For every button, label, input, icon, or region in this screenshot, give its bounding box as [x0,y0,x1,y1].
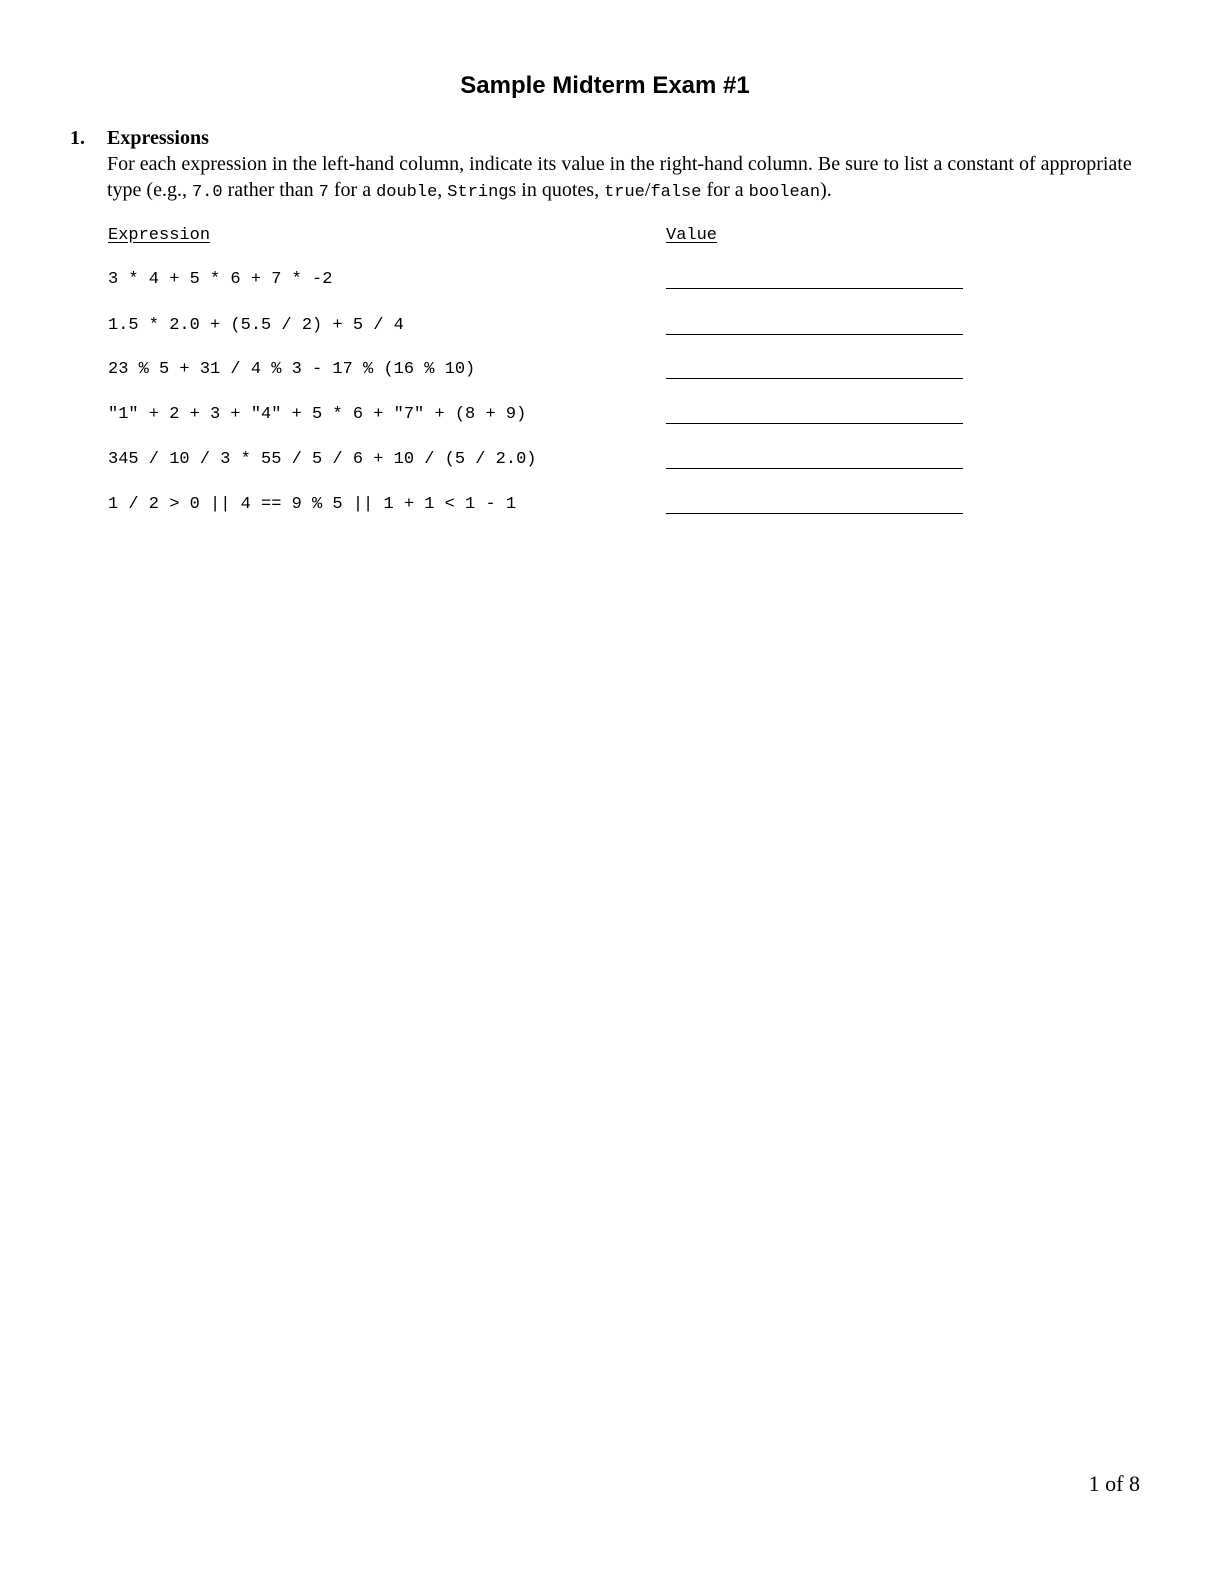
instruction-text: , [437,179,448,201]
question-header [70,125,1150,151]
question-heading: Expressions [107,127,209,149]
expression-row [0,449,1224,479]
expression-column-header: Expression [108,226,211,245]
expression-text: 3 * 4 + 5 * 6 + 7 * -2 [108,270,333,289]
question-1 [70,125,1150,206]
page-number: 1 of 8 [1088,1471,1140,1496]
answer-blank[interactable] [666,468,963,469]
code-term: String [447,183,509,202]
expression-row [0,494,1224,524]
expression-text: 23 % 5 + 31 / 4 % 3 - 17 % (16 % 10) [108,360,476,379]
answer-blank[interactable] [666,513,963,514]
code-term: double [376,183,438,202]
instruction-text: For each expression in the left-hand column, indicate its value in the right-hand column. Be sure to list a constant of appropriate type (e.g., [107,153,1132,201]
value-column-header: Value [666,226,718,245]
instruction-text: ). [820,179,832,201]
code-term: boolean [748,183,821,202]
expression-row [0,269,1224,299]
expression-row [0,404,1224,434]
instruction-text: for a [701,179,749,201]
expression-text: "1" + 2 + 3 + "4" + 5 * 6 + "7" + (8 + 9) [108,405,527,424]
code-term: 7.0 [191,183,223,202]
instruction-text: s in quotes, [508,179,605,201]
instruction-text: rather than [222,179,319,201]
expression-text: 1 / 2 > 0 || 4 == 9 % 5 || 1 + 1 < 1 - 1 [108,495,517,514]
question-instructions [107,151,1137,206]
answer-blank[interactable] [666,334,963,335]
code-term: true [604,183,645,202]
code-term: false [650,183,702,202]
expression-text: 345 / 10 / 3 * 55 / 5 / 6 + 10 / (5 / 2.0) [108,450,537,469]
expression-row [0,315,1224,345]
answer-blank[interactable] [666,423,963,424]
answer-blank[interactable] [666,378,963,379]
expression-row [0,359,1224,389]
page-title: Sample Midterm Exam #1 [460,72,750,99]
instruction-text: for a [328,179,377,201]
expression-text: 1.5 * 2.0 + (5.5 / 2) + 5 / 4 [108,316,404,335]
instruction-text: / [644,179,651,201]
answer-blank[interactable] [666,288,963,289]
question-number: 1. [70,127,85,149]
code-term: 7 [318,183,329,202]
